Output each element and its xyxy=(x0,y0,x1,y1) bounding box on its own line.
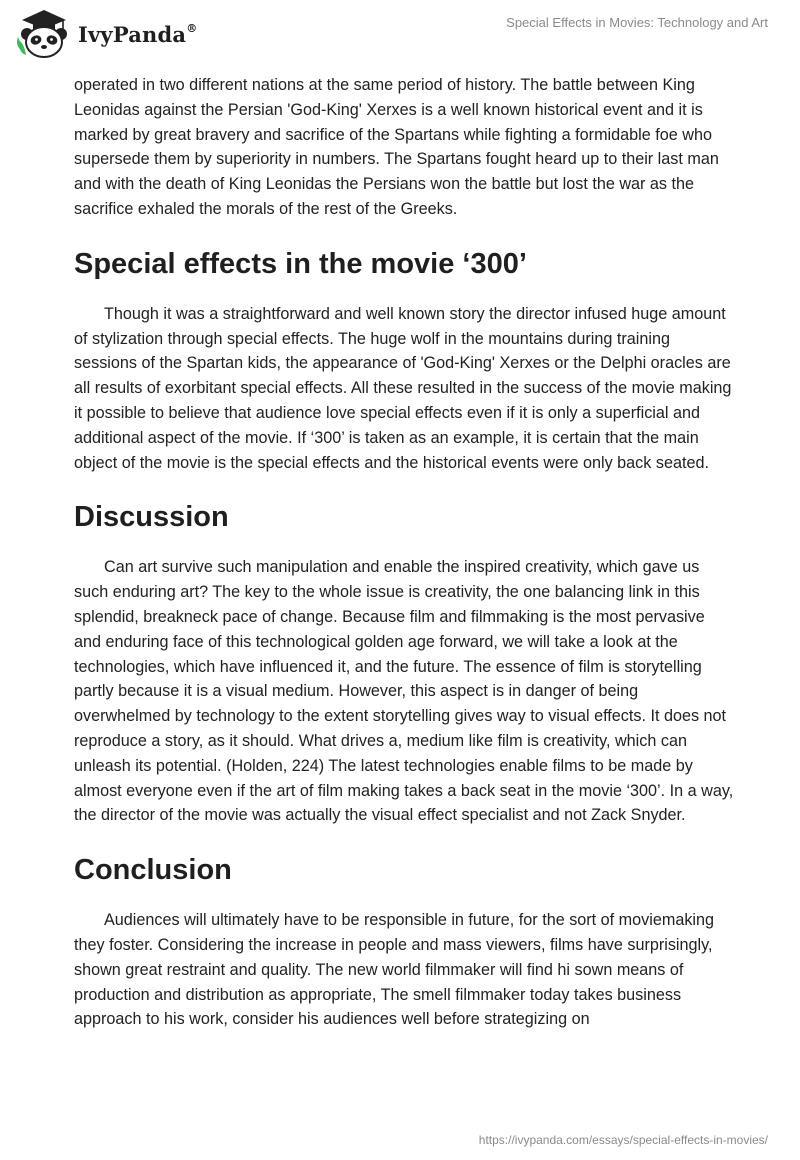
intro-paragraph: operated in two different nations at the same period of history. The battle between King Leonidas against the Persian 'God-King' Xerxes is a well known historical event and it is marked by great bravery and sacrifice of the Spartans while fighting a formidable foe who supersede them by superiority in numbers. The Spartans fought heard up to their last man and with the death of King Leonidas the Persians won the battle but lost the war as the sacrifice exhaled the morals of the rest of the Greeks. xyxy=(74,76,719,218)
ivypanda-logo[interactable] xyxy=(16,7,197,59)
page-header xyxy=(0,0,800,70)
section-paragraph-special-effects: Though it was a straightforward and well known story the director infused huge amount of stylization through special effects. The huge wolf in the mountains during training sessions of the Spartan kids, the appearance of 'God-King' Xerxes or the Delphi oracles are all results of exorbitant special effects. All these resulted in the success of the movie making it possible to believe that audience love special effects even if it is only a superficial and additional aspect of the movie. If ‘300’ is taken as an example, it is certain that the main object of the movie is the special effects and the historical events were only back seated. xyxy=(74,304,732,472)
section-paragraph-conclusion: Audiences will ultimately have to be responsible in future, for the sort of moviemaking they foster. Considering the increase in people and mass viewers, films have surprisingly, shown great restraint and quality. The new world filmmaker will find hi sown means of production and distribution as appropriate, The smell filmmaker today takes business approach to his work, consider his audiences well before strategizing on xyxy=(74,911,715,1029)
source-url-link[interactable]: https://ivypanda.com/essays/special-effects-in-movies/ xyxy=(478,1133,768,1147)
document-title: Special Effects in Movies: Technology and Art xyxy=(506,15,768,30)
section-heading-discussion: Discussion xyxy=(74,501,229,534)
article-body xyxy=(74,73,734,1032)
section-heading-conclusion: Conclusion xyxy=(74,854,232,887)
brand-name: IvyPanda® xyxy=(78,21,198,47)
panda-graduate-icon xyxy=(16,7,72,59)
section-paragraph-discussion: Can art survive such manipulation and enable the inspired creativity, which gave us such enduring art? The key to the whole issue is creativity, the one balancing link in this splendid, breakneck pace of change. Because film and filmmaking is the most pervasive and enduring face of this technological golden age forward, we will take a look at the technologies, which have influenced it, and the future. The essence of film is storytelling partly because it is a visual medium. However, this aspect is in danger of being overwhelmed by technology to the extent storytelling gives way to visual effects. It does not reproduce a story, as it should. What drives a, medium like film is creativity, which can unleash its potential. (Holden, 224) The latest technologies enable films to be made by almost everyone even if the art of film making takes a back seat in the movie ‘300’. In a way, the director of the movie was actually the visual effect specialist and not Zack Snyder. xyxy=(74,558,734,825)
section-heading-special-effects: Special effects in the movie ‘300’ xyxy=(74,247,527,280)
